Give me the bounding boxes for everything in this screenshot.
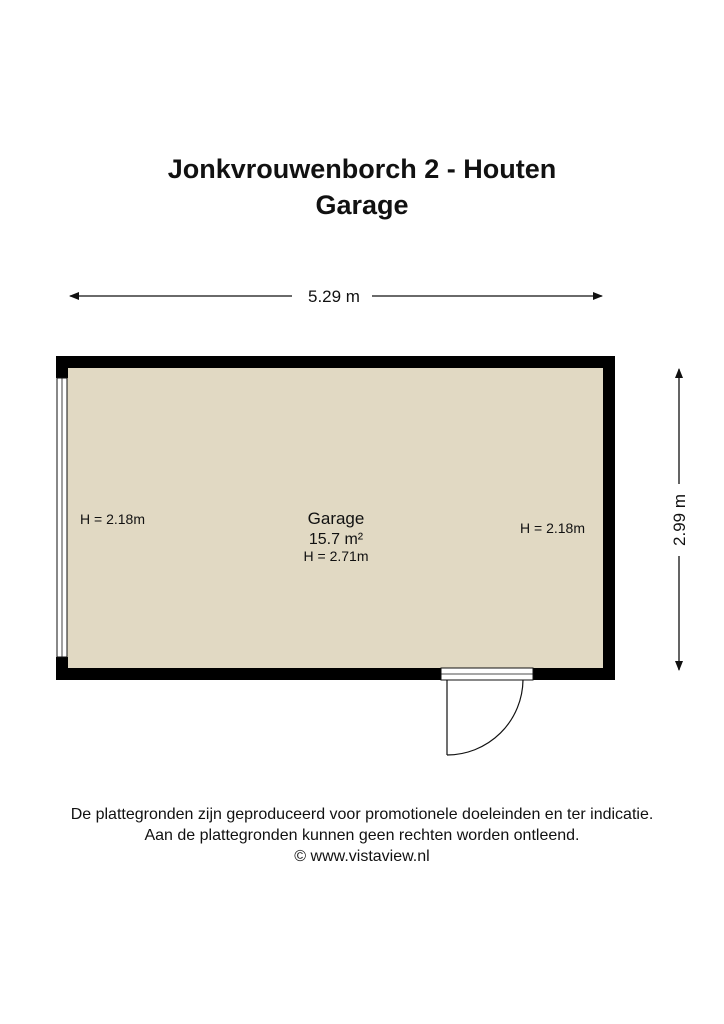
room-height-center: H = 2.71m (303, 548, 369, 564)
top-wall (56, 356, 615, 368)
left-wall-top (56, 356, 68, 378)
depth-dimension (670, 369, 689, 670)
garage-door (57, 378, 67, 657)
plan-title: Jonkvrouwenborch 2 - Houten (167, 154, 557, 184)
width-label: 5.29 m (308, 287, 360, 306)
room-area: 15.7 m² (308, 531, 364, 548)
bottom-wall-right (533, 668, 615, 680)
copyright-line: © www.vistaview.nl (294, 848, 430, 865)
disclaimer-line-1: De plattegronden zijn geproduceerd voor promotionele doeleinden en ter indicatie. (70, 806, 654, 823)
entry-door (441, 668, 533, 755)
depth-label: 2.99 m (670, 494, 689, 546)
width-dimension (70, 287, 602, 306)
bottom-wall-left (56, 668, 441, 680)
room-height-left: H = 2.18m (80, 511, 145, 527)
room-height-right: H = 2.18m (520, 520, 585, 536)
right-wall (603, 356, 615, 680)
room-name: Garage (307, 509, 365, 528)
left-wall-bottom (56, 657, 68, 680)
disclaimer-line-2: Aan de plattegronden kunnen geen rechten worden ontleend. (144, 827, 580, 844)
plan-subtitle: Garage (315, 190, 409, 220)
